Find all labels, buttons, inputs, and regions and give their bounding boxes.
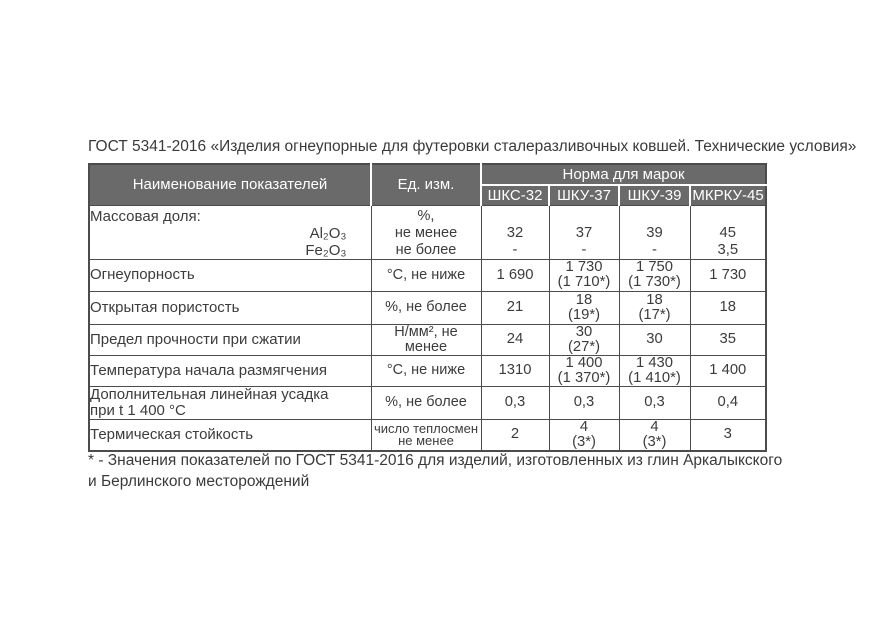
value-cell [481,324,549,355]
value: 2 [510,426,520,442]
value-cell [549,259,619,291]
unit-cell [371,324,481,355]
value-cell [619,291,690,324]
value: 45 [719,224,736,241]
formula-al2o3: Al₂O₃ [309,224,347,242]
unit-text: °С, не ниже [386,266,466,283]
gost-spec-table [88,163,767,452]
value: 1 730 [565,259,603,275]
unit-cell [371,355,481,386]
unit-text: °С, не ниже [386,362,466,378]
header-row-top [89,164,766,185]
unit-cell [371,419,481,451]
value: 3 [723,426,732,442]
unit-cell [371,205,481,259]
indicator-name-cell [89,205,371,259]
indicator-name-cell [89,291,371,324]
footnote [88,450,798,492]
value-cell [690,355,766,386]
value-cell [481,291,549,324]
value-cell [481,419,549,451]
value-note: (1 730*) [628,274,681,290]
value: 39 [646,224,663,241]
value: - [581,241,587,258]
value-cell [549,386,619,419]
unit-percent: %, [417,207,435,224]
value-cell [549,355,619,386]
value-cell [690,205,766,259]
spacer [482,208,549,225]
value-cell [690,324,766,355]
unit-text: %, не более [385,394,467,410]
value-note: (19*) [567,306,601,323]
table-row-mass-fraction [89,205,766,259]
formula-fe2o3: Fe₂O₃ [305,241,347,259]
footnote-line2: и Берлинского месторождений [88,473,310,490]
condition-min: не менее [394,224,458,241]
value-cell [690,259,766,291]
value-cell [690,386,766,419]
indicator-name-cell [89,419,371,451]
value: 18 [719,299,736,315]
header-indicator-name: Наименование показателей [89,164,371,205]
value: 4 [579,418,589,435]
table-row-softening-temperature [89,355,766,386]
value: 18 [575,291,593,308]
value-cell [619,324,690,355]
indicator-name-cell [89,324,371,355]
indicator-name: Температура начала размягчения [90,361,327,379]
value-cell [619,355,690,386]
value: 1 690 [496,266,534,283]
value: 21 [506,299,524,315]
table-row-open-porosity [89,291,766,324]
indicator-name: Предел прочности при сжатии [90,330,301,348]
value: - [652,241,657,258]
value-cell [619,205,690,259]
value-cell [619,386,690,419]
value-cell [481,355,549,386]
value-cell [619,259,690,291]
value: 3,5 [717,241,739,258]
value: 4 [650,418,659,435]
document-title: ГОСТ 5341-2016 «Изделия огнеупорные для футеровки сталеразливочных ковшей. Технические условия» [88,138,857,155]
value: 37 [575,224,593,241]
value-note: (17*) [638,306,671,323]
value-cell [690,419,766,451]
value: 1 430 [635,354,674,371]
value: 24 [506,331,524,347]
value: 32 [506,224,524,241]
value: 30 [646,331,663,347]
indicator-name-line2: при t 1 400 °С [90,401,186,419]
spacer [550,208,619,225]
indicator-name-cell [89,386,371,419]
indicator-name: Дополнительная линейная усадка [90,385,329,403]
value: 0,3 [644,394,665,410]
unit-cell [371,386,481,419]
spacer [691,208,766,225]
value: 1 750 [635,259,674,275]
unit-cell [371,291,481,324]
header-grade-shks32: ШКС-32 [481,185,549,205]
value: 18 [646,291,663,308]
value-cell [549,291,619,324]
condition-max: не более [395,241,457,258]
header-grade-mkrku45: МКРКУ-45 [690,185,766,205]
value: 1 400 [709,362,747,378]
value: 0,4 [717,394,739,410]
unit-text: %, не более [385,299,467,315]
value: 1 730 [709,266,747,283]
value: 35 [719,331,736,347]
value-note: (1 410*) [628,369,681,386]
mass-fraction-label: Массовая доля: [90,207,201,225]
value-cell [481,259,549,291]
value-note: (3*) [572,433,596,450]
header-grade-shku37: ШКУ-37 [549,185,619,205]
value-cell [619,419,690,451]
unit-cell [371,259,481,291]
footnote-line1: * - Значения показателей по ГОСТ 5341-2016 для изделий, изготовленных из глин Аркалыкского [88,452,783,469]
value-cell [481,205,549,259]
value-cell [481,386,549,419]
indicator-name-cell [89,355,371,386]
indicator-name-cell [89,259,371,291]
value: 30 [575,323,593,340]
header-grade-shku39: ШКУ-39 [619,185,690,205]
value-cell [549,324,619,355]
table-row-compressive-strength [89,324,766,355]
spacer [620,208,690,225]
table-row-thermal-resistance [89,419,766,451]
table-row-linear-shrinkage [89,386,766,419]
indicator-name: Открытая пористость [90,298,240,316]
value: 0,3 [504,394,526,410]
value-cell [549,205,619,259]
value-cell [690,291,766,324]
value-note: (27*) [567,338,601,355]
table-row-refractoriness [89,259,766,291]
indicator-name: Термическая стойкость [90,425,254,443]
value: 0,3 [573,394,595,410]
value: 1 400 [565,354,603,371]
value-note: (3*) [642,433,667,450]
indicator-name: Огнеупорность [90,266,195,283]
value-note: (1 370*) [557,369,611,386]
unit-text: Н/мм², не менее [394,323,458,355]
unit-text: число теплосмен [374,420,478,436]
value: 1310 [498,362,532,378]
value-note: (1 710*) [557,274,611,290]
unit-text-line2: не менее [398,432,454,448]
header-norma: Норма для марок [481,164,766,185]
value: - [512,241,518,258]
header-unit: Ед. изм. [371,164,481,205]
value-cell [549,419,619,451]
